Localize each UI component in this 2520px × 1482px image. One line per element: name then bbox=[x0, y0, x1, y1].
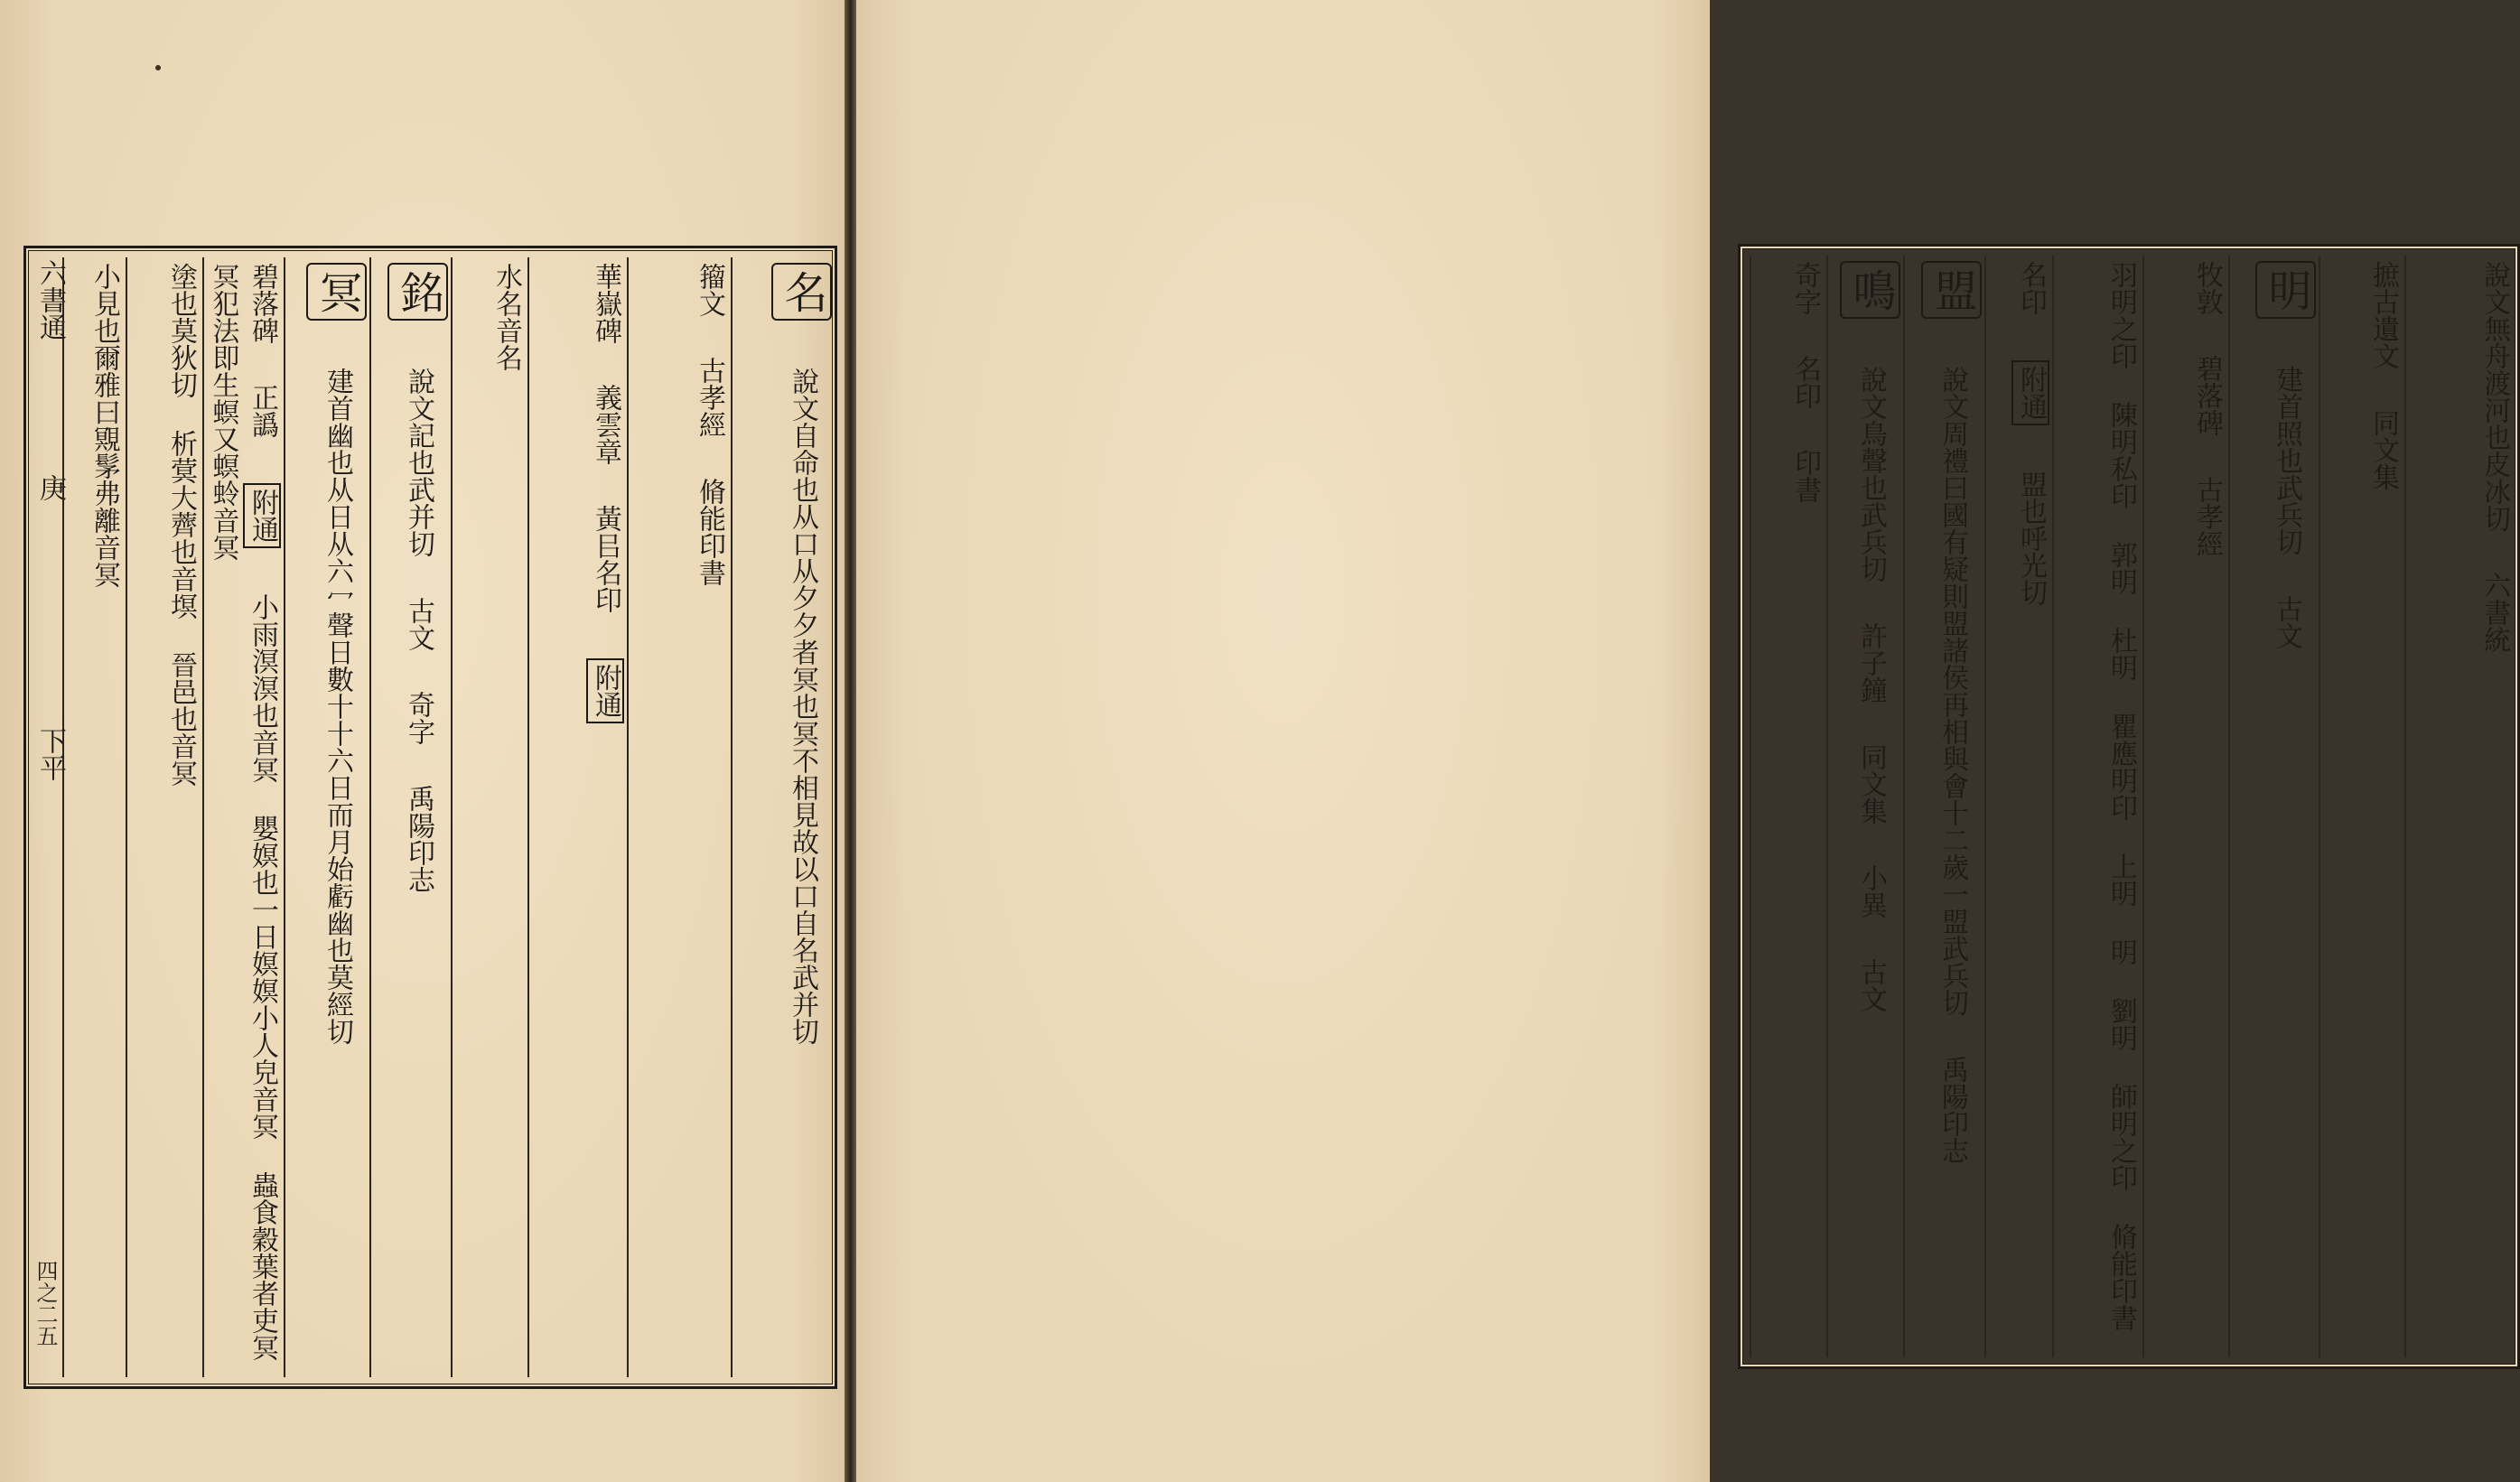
entry-notes: 禹陽印志 bbox=[1937, 1056, 1968, 1164]
entry-head: 冥 bbox=[306, 263, 367, 321]
entry-notes: 黃㠯名印 bbox=[590, 505, 621, 613]
entry-text: 名印 bbox=[2015, 261, 2047, 315]
entry-column bbox=[284, 257, 367, 1377]
entry-notes: 印書 bbox=[1789, 449, 1821, 503]
entry-column bbox=[62, 257, 123, 1377]
entry-column bbox=[1984, 256, 2049, 1357]
entry-notes: 同文集 bbox=[1855, 743, 1887, 825]
entry-text: 小見也爾雅曰覭髳弗離音冥 bbox=[89, 263, 120, 588]
entry-text: 說文自命也从口从夕夕者冥也冥不相見故以口自名武并切 bbox=[787, 368, 818, 1045]
entry-notes: 古文 bbox=[1855, 958, 1887, 1012]
entry-column bbox=[1750, 256, 1824, 1357]
entry-text: 說文無舟渡河也皮冰切 bbox=[2478, 261, 2510, 532]
entry-notes: 正譌 bbox=[247, 384, 278, 438]
entry-text: 建首幽也从日从六冖聲日數十十六日而月始虧幽也莫經切 bbox=[322, 368, 353, 1045]
entry-column bbox=[627, 257, 728, 1377]
entry-notes: 義雲章 bbox=[590, 384, 621, 465]
right-page bbox=[856, 0, 2510, 1482]
entry-column bbox=[2228, 256, 2316, 1357]
entry-text: 塗也莫狄切 析蓂大薺也音塓 晉邑也音冥 bbox=[165, 263, 197, 787]
entry-column bbox=[2142, 256, 2226, 1357]
entry-text: 奇字 bbox=[1789, 261, 1821, 315]
entry-text: 盟也呼光切 bbox=[2015, 471, 2047, 606]
entry-notes: 碧落碑 bbox=[2191, 355, 2223, 436]
entry-notes: 古文 bbox=[403, 597, 434, 651]
left-page bbox=[0, 0, 845, 1482]
entry-notes: 籀文 bbox=[694, 263, 725, 317]
entry-text: 水名音名 bbox=[490, 263, 522, 371]
margin-section: 下平 bbox=[34, 727, 66, 781]
entry-notes: 禹陽印志 bbox=[403, 785, 434, 893]
entry-notes: 許子鐘 bbox=[1855, 622, 1887, 704]
entry-notes: 脩能印書 bbox=[694, 478, 725, 586]
entry-column bbox=[126, 257, 200, 1377]
margin-title: 六書通 bbox=[34, 259, 66, 340]
entry-text: 說文記也武并切 bbox=[403, 368, 434, 557]
entry-text: 說文鳥聲也武兵切 bbox=[1855, 366, 1887, 583]
entry-head: 盟 bbox=[1921, 261, 1982, 319]
entry-text: 建首照也武兵切 bbox=[2271, 366, 2302, 555]
entry-column bbox=[731, 257, 832, 1377]
entry-notes: 古文 bbox=[2271, 595, 2302, 649]
entry-notes: 碧落碑 bbox=[247, 263, 278, 344]
fu-tong-box: 附通 bbox=[2011, 360, 2050, 425]
entry-column bbox=[2319, 256, 2402, 1357]
fu-tong-box: 附通 bbox=[243, 483, 282, 548]
entry-notes: 奇字 bbox=[403, 691, 434, 745]
ink-speck bbox=[155, 65, 161, 70]
entry-head: 明 bbox=[2255, 261, 2316, 319]
entry-column bbox=[1826, 256, 1900, 1357]
entry-head: 名 bbox=[771, 263, 832, 321]
entry-column bbox=[2404, 256, 2513, 1357]
entry-column bbox=[451, 257, 525, 1377]
margin-folio: 四之二五 bbox=[33, 1260, 58, 1347]
entry-column bbox=[527, 257, 624, 1377]
entry-notes: 六書統 bbox=[2478, 572, 2510, 653]
entry-text: 小雨溟溟也音冥 嬰嫇也一日嫇嫇小人皃音冥 蟲食穀葉者吏冥冥犯法即生螟又螟蛉音冥 bbox=[207, 263, 278, 1361]
entry-column bbox=[2052, 256, 2140, 1357]
entry-notes: 名印 bbox=[1789, 355, 1821, 409]
margin-rhyme: 庚 bbox=[34, 474, 66, 501]
entry-notes: 同文集 bbox=[2367, 409, 2399, 490]
entry-notes: 摭古遺文 bbox=[2367, 261, 2399, 369]
fu-tong-box: 附通 bbox=[586, 658, 625, 723]
book-gutter bbox=[845, 0, 856, 1482]
entry-notes: 華嶽碑 bbox=[590, 263, 621, 344]
entry-notes: 古孝經 bbox=[694, 357, 725, 438]
entry-notes: 小異 bbox=[1855, 864, 1887, 918]
entry-head: 鳴 bbox=[1840, 261, 1900, 319]
entry-column bbox=[369, 257, 448, 1377]
entry-text: 羽明之印 陳明私印 郭明 杜明 瞿應明印 上明 明 劉明 師明之印 脩能印書 bbox=[2105, 261, 2137, 1331]
right-page-frame bbox=[1738, 244, 2520, 1369]
entry-column bbox=[1903, 256, 1982, 1357]
entry-column bbox=[202, 257, 281, 1377]
left-page-frame bbox=[23, 246, 837, 1389]
entry-head: 銘 bbox=[387, 263, 448, 321]
entry-text: 說文周禮曰國有疑則盟諸侯再相與會十二歲一盟武兵切 bbox=[1937, 366, 1968, 1016]
entry-notes: 牧敦 bbox=[2191, 261, 2223, 315]
entry-notes: 古孝經 bbox=[2191, 476, 2223, 557]
